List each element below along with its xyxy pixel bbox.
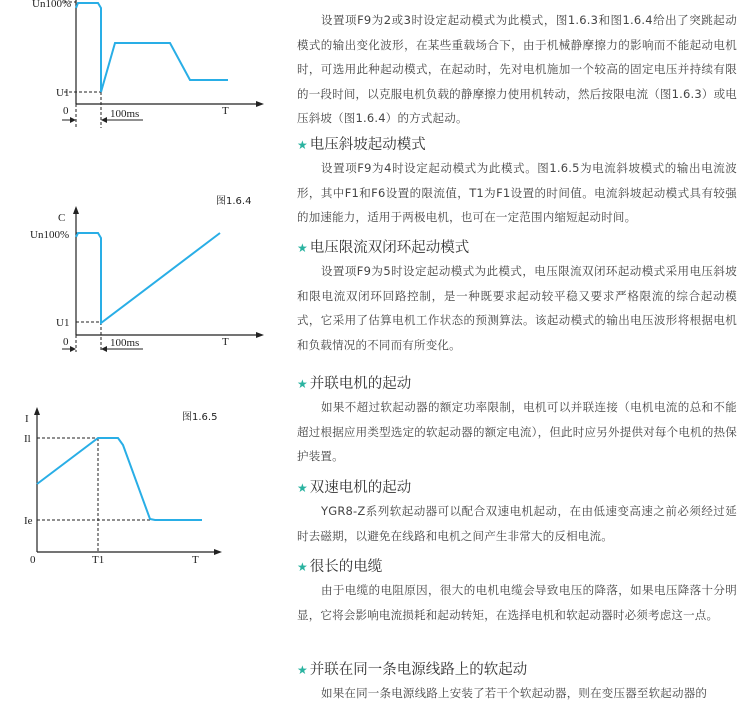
section-heading: ★ 电压限流双闭环起动模式 [297,240,470,256]
star-icon: ★ [297,241,308,255]
t1-label: T1 [92,554,105,566]
y-axis-label: I [25,413,29,425]
star-icon: ★ [297,377,308,391]
x-axis-arrow [256,101,264,107]
interval-label: 100ms [110,337,140,349]
section-heading: ★ 双速电机的起动 [297,480,412,496]
interval-label: 100ms [110,108,140,120]
section-dual-speed [297,477,737,548]
y-low-label: U1 [56,87,70,99]
y-low-label: Ie [24,515,33,527]
figure-caption: 图1.6.4 [216,196,252,207]
paragraph: YGR8-Z系列软起动器可以配合双速电机起动，在由低速变高速之前必须经过延时去磁期，以避免在线路和电机之间产生非常大的反相电流。 [297,504,737,543]
section-dual-loop [297,237,737,357]
section-heading: ★ 很长的电缆 [297,559,383,575]
waveform-curve [76,3,228,92]
paragraph: 如果不超过软起动器的额定功率限制，电机可以并联连接（电机电流的总和不能超过根据应用类型选定的软起动器的额定电流），但此时应另外提供对每个电机的热保护装置。 [297,400,737,464]
y-top-label: Un100% [32,0,72,10]
section-shared-supply [297,659,737,706]
origin-label: 0 [63,105,69,117]
section-heading: ★ 并联电机的起动 [297,376,412,392]
section-kick-start [297,8,737,131]
section-long-cable [297,556,737,627]
y-low-label: U1 [56,317,70,329]
x-axis-label: T [222,105,229,117]
paragraph: 设置项F9为2或3时设定起动模式为此模式，图1.6.3和图1.6.4给出了突跳起动模式的输出变化波形，在某些重载场合下，由于机械静摩擦力的影响而不能起动电机时，可选用此种起动模式，在起动时，先对电机施加一个较高的固定电压并持续有限的一段时间，以克服电机负载的静摩擦力使用机转动，然后按限电流（图1.6.3）或电压斜坡（图1.6.4）的方式起动。 [297,13,737,126]
x-axis-label: T [192,554,199,566]
y-top-label: Un100% [30,229,70,241]
section-voltage-ramp [297,134,737,230]
star-icon: ★ [297,138,308,152]
section-heading: ★ 电压斜坡起动模式 [297,137,426,153]
waveform-curve [37,438,202,520]
waveform-curve [76,233,220,323]
figure-caption: 图1.6.5 [182,412,218,423]
y-axis-label: C [58,212,66,224]
figure-1-6-5 [0,395,280,575]
star-icon: ★ [297,481,308,495]
paragraph: 如果在同一条电源线路上安装了若干个软起动器，则在变压器至软起动器的 [321,686,708,700]
y-top-label: Il [24,433,31,445]
section-parallel-motors [297,373,737,469]
section-heading: ★ 并联在同一条电源线路上的软起动 [297,662,528,678]
star-icon: ★ [297,560,308,574]
paragraph: 由于电缆的电阻原因，很大的电机电缆会导致电压的降落，如果电压降落十分明显，它将会影响电流损耗和起动转矩，在选择电机和软起动器时必须考虑这一点。 [297,583,737,622]
origin-label: 0 [30,554,36,566]
paragraph: 设置项F9为4时设定起动模式为此模式。图1.6.5为电流斜坡模式的输出电流波形，其中F1和F6设置的限流值，T1为F1设置的时间值。电流斜坡起动模式具有较强的加速能力，适用于两极电机，也可在一定范围内缩短起动时间。 [297,161,737,225]
origin-label: 0 [63,336,69,348]
paragraph: 设置项F9为5时设定起动模式为此模式，电压限流双闭环起动模式采用电压斜坡和限电流双闭环回路控制，是一种既要求起动较平稳又要求严格限流的综合起动模式，它采用了估算电机工作状态的预测算法。该起动模式的输出电压波形将根据电机和负载情况的不同而有所变化。 [297,264,737,352]
figure-1-6-4 [0,190,280,360]
star-icon: ★ [297,663,308,677]
x-axis-label: T [222,336,229,348]
figure-1-6-3 [0,0,280,130]
